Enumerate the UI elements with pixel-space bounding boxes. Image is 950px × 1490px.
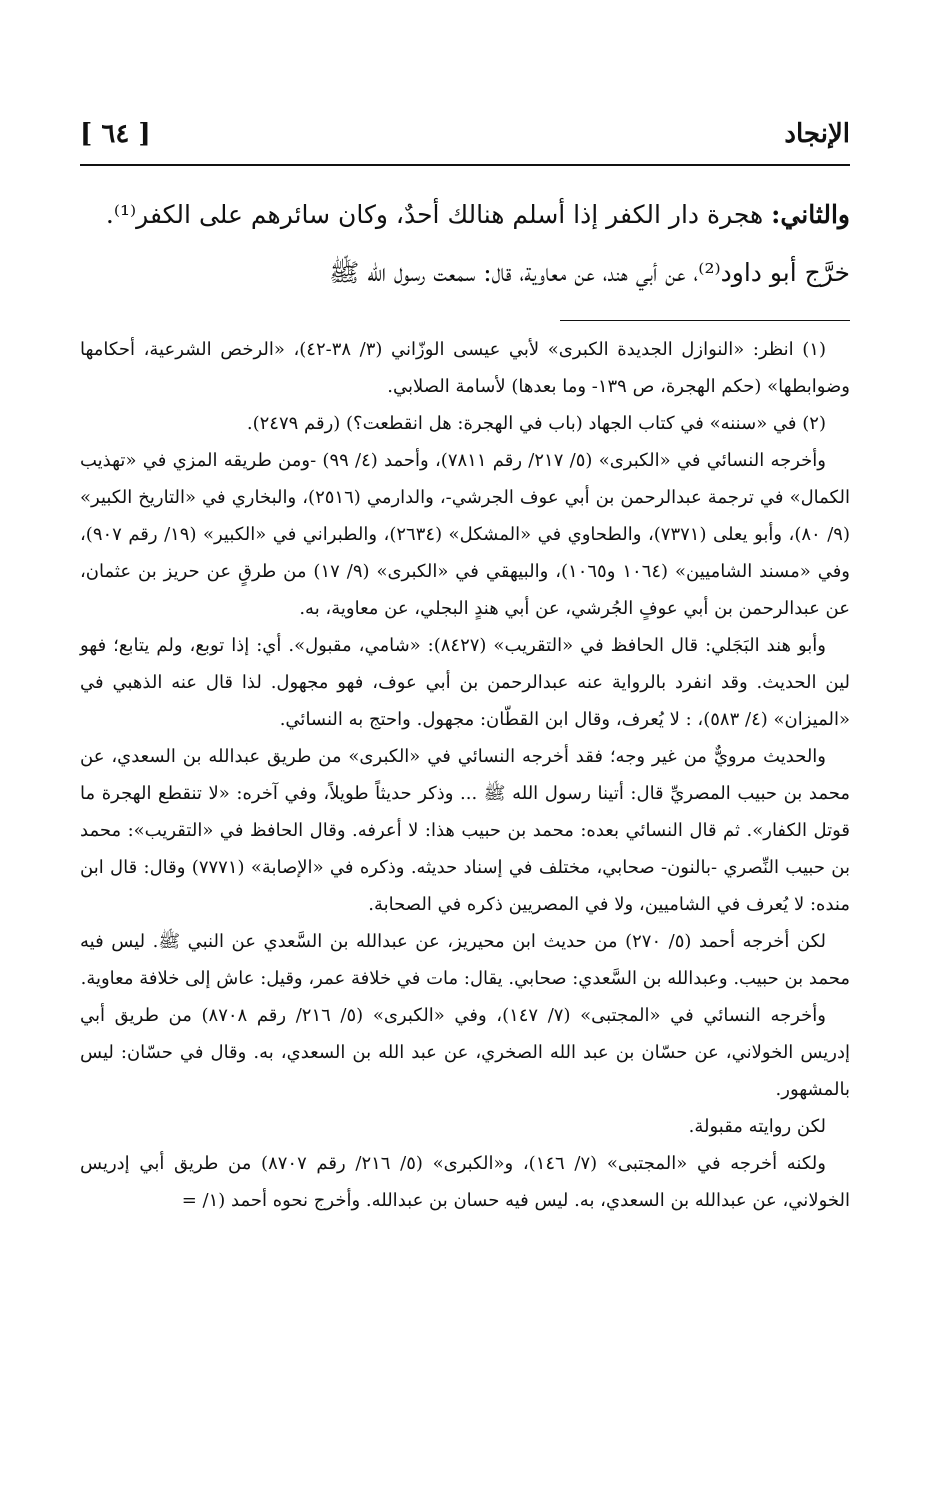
footnote-paragraph: وأبو هند البَجَلي: قال الحافظ في «التقريب» (٨٤٢٧): «شامي، مقبول». أي: إذا توبع، ولم يتابع؛ فهو لين الحديث. وقد انفرد بالرواية عنه عبدالرحمن بن أبي عوف، فهو مجهول. لذا قال عنه الذهبي في «الميزان» (٤/ ٥٨٣)، : لا يُعرف، وقال ابن القطّان: مجهول. واحتج به النسائي.	[80, 635, 850, 730]
footnotes	[80, 331, 850, 1219]
footnote-separator	[560, 320, 850, 321]
page-number: [ ٦٤ ]	[80, 119, 151, 149]
book-title: الإنجاد	[784, 119, 850, 149]
footnote-paragraph: لكن روايته مقبولة.	[688, 1116, 826, 1137]
main-line-1	[80, 186, 850, 244]
footnote-paragraph: لكن أخرجه أحمد (٥/ ٢٧٠) من حديث ابن محيريز، عن عبدالله بن السَّعدي عن النبي ﷺ. ليس فيه محمد بن حبيب. وعبدالله بن السَّعدي: صحابي. يقال: مات في خلافة عمر، وقيل: عاش إلى خلافة معاوية.	[80, 931, 850, 989]
page	[80, 110, 850, 1219]
footnote-paragraph: والحديث مرويٌّ من غير وجه؛ فقد أخرجه النسائي في «الكبرى» من طريق عبدالله بن السعدي، عن محمد بن حبيب المصريِّ قال: أتينا رسول الله ﷺ ... وذكر حديثاً طويلاً، وفي آخره: «لا تنقطع الهجرة ما قوتل الكفار». ثم قال النسائي بعده: محمد بن حبيب هذا: لا أعرفه. وقال الحافظ في «التقريب»: محمد بن حبيب النِّصري -بالنون- صحابي، مختلف في إسناد حديثه. وذكره في «الإصابة» (٧٧٧١) وقال: قال ابن منده: لا يُعرف في الشاميين، ولا في المصريين ذكره في الصحابة.	[80, 746, 850, 915]
main-line-1-rest: هجرة دار الكفر إذا أسلم هنالك أحدٌ، وكان سائرهم على الكفر⁽¹⁾.	[105, 200, 772, 229]
footnote-paragraph: ولكنه أخرجه في «المجتبى» (٧/ ١٤٦)، و«الكبرى» (٥/ ٢١٦/ رقم ٨٧٠٧) من طريق أبي إدريس الخولاني، عن عبدالله بن السعدي، به. ليس فيه حسان بن عبدالله. وأخرج نحوه أحمد (١/ =	[80, 1153, 850, 1211]
running-header	[80, 110, 850, 158]
main-text	[80, 186, 850, 302]
header-rule	[80, 164, 850, 166]
main-line-2: خرَّج أبو داود⁽²⁾، عن أبي هند، عن معاوية، قال: سمعت رسول الله ﷺ	[329, 258, 850, 287]
footnote-paragraph: وأخرجه النسائي في «المجتبى» (٧/ ١٤٧)، وفي «الكبرى» (٥/ ٢١٦/ رقم ٨٧٠٨) من طريق أبي إدريس الخولاني، عن حسّان بن عبد الله الصخري، عن عبد الله بن السعدي، به. وقال في حسّان: ليس بالمشهور.	[80, 1005, 850, 1100]
footnote-1: (١) انظر: «النوازل الجديدة الكبرى» لأبي عيسى الوزّاني (٣/ ٣٨-٤٢)، «الرخص الشرعية، أحكامها وضوابطها» (حكم الهجرة، ص ١٣٩- وما بعدها) لأسامة الصلابي.	[80, 339, 850, 397]
footnote-paragraph: وأخرجه النسائي في «الكبرى» (٥/ ٢١٧/ رقم ٧٨١١)، وأحمد (٤/ ٩٩) -ومن طريقه المزي في «تهذيب الكمال» في ترجمة عبدالرحمن بن أبي عوف الجرشي-، والدارمي (٢٥١٦)، والبخاري في «التاريخ الكبير» (٩/ ٨٠)، وأبو يعلى (٧٣٧١)، والطحاوي في «المشكل» (٢٦٣٤)، والطبراني في «الكبير» (١٩/ رقم ٩٠٧)، وفي «مسند الشاميين» (١٠٦٤ و١٠٦٥)، والبيهقي في «الكبرى» (٩/ ١٧) من طرقٍ عن حريز بن عثمان، عن عبدالرحمن بن أبي عوفٍ الجُرشي، عن أبي هندٍ البجلي، عن معاوية، به.	[80, 450, 851, 619]
main-line-1-lead: والثاني:	[771, 200, 850, 229]
footnote-2: (٢) في «سننه» في كتاب الجهاد (باب في الهجرة: هل انقطعت؟) (رقم ٢٤٧٩).	[246, 413, 826, 434]
